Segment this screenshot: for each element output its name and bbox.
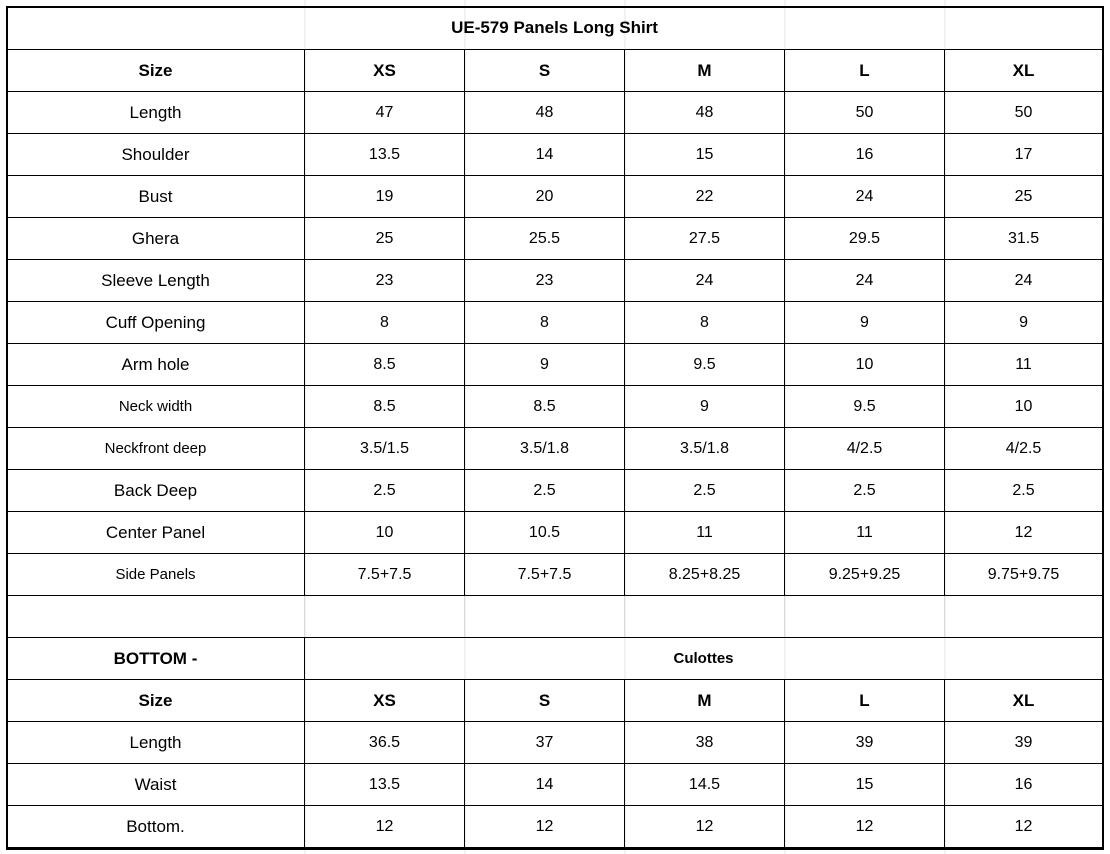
measurement-label: Neck width bbox=[7, 386, 305, 428]
table-row bbox=[7, 722, 1103, 764]
table-row bbox=[7, 344, 1103, 386]
measurement-label: Bottom. bbox=[7, 806, 305, 848]
measurement-value: 7.5+7.5 bbox=[465, 554, 625, 596]
measurement-value: 29.5 bbox=[785, 218, 945, 260]
measurement-value: 14 bbox=[465, 134, 625, 176]
size-header-cell: XS bbox=[305, 50, 465, 92]
bottom-type-label: Culottes bbox=[305, 638, 1103, 680]
measurement-value: 20 bbox=[465, 176, 625, 218]
measurement-label: Length bbox=[7, 92, 305, 134]
measurement-value: 10 bbox=[305, 512, 465, 554]
size-header-cell: M bbox=[625, 680, 785, 722]
measurement-label: Length bbox=[7, 722, 305, 764]
size-header-cell: S bbox=[465, 50, 625, 92]
table-row bbox=[7, 92, 1103, 134]
measurement-value: 24 bbox=[945, 260, 1103, 302]
table-row bbox=[7, 512, 1103, 554]
table-row bbox=[7, 218, 1103, 260]
measurement-value: 25.5 bbox=[465, 218, 625, 260]
empty-cell bbox=[785, 596, 945, 638]
measurement-value: 38 bbox=[625, 722, 785, 764]
measurement-value: 9.5 bbox=[785, 386, 945, 428]
measurement-label: Ghera bbox=[7, 218, 305, 260]
measurement-label: Bust bbox=[7, 176, 305, 218]
measurement-value: 12 bbox=[305, 806, 465, 848]
measurement-value: 39 bbox=[945, 722, 1103, 764]
measurement-value: 9 bbox=[625, 386, 785, 428]
measurement-value: 13.5 bbox=[305, 134, 465, 176]
measurement-value: 12 bbox=[945, 512, 1103, 554]
measurement-value: 3.5/1.8 bbox=[625, 428, 785, 470]
measurement-value: 23 bbox=[305, 260, 465, 302]
table-row bbox=[7, 806, 1103, 848]
measurement-value: 10 bbox=[785, 344, 945, 386]
measurement-value: 9.25+9.25 bbox=[785, 554, 945, 596]
table-row bbox=[7, 260, 1103, 302]
measurement-label: Waist bbox=[7, 764, 305, 806]
table-row bbox=[7, 176, 1103, 218]
measurement-value: 3.5/1.8 bbox=[465, 428, 625, 470]
measurement-value: 10.5 bbox=[465, 512, 625, 554]
measurement-value: 8.5 bbox=[305, 344, 465, 386]
measurement-value: 19 bbox=[305, 176, 465, 218]
chart-title: UE-579 Panels Long Shirt bbox=[7, 7, 1103, 50]
measurement-value: 2.5 bbox=[465, 470, 625, 512]
measurement-value: 9.5 bbox=[625, 344, 785, 386]
measurement-value: 50 bbox=[785, 92, 945, 134]
measurement-value: 2.5 bbox=[625, 470, 785, 512]
measurement-value: 13.5 bbox=[305, 764, 465, 806]
size-header-cell: XL bbox=[945, 50, 1103, 92]
size-header-label: Size bbox=[7, 680, 305, 722]
measurement-value: 31.5 bbox=[945, 218, 1103, 260]
measurement-value: 37 bbox=[465, 722, 625, 764]
measurement-value: 14.5 bbox=[625, 764, 785, 806]
measurement-value: 2.5 bbox=[945, 470, 1103, 512]
size-chart-table bbox=[6, 6, 1103, 848]
table-row bbox=[7, 134, 1103, 176]
measurement-value: 14 bbox=[465, 764, 625, 806]
measurement-value: 27.5 bbox=[625, 218, 785, 260]
measurement-value: 8 bbox=[305, 302, 465, 344]
measurement-value: 2.5 bbox=[785, 470, 945, 512]
bottom-section-label: BOTTOM - bbox=[7, 638, 305, 680]
empty-cell bbox=[465, 596, 625, 638]
table-row bbox=[7, 386, 1103, 428]
measurement-value: 47 bbox=[305, 92, 465, 134]
measurement-value: 7.5+7.5 bbox=[305, 554, 465, 596]
measurement-value: 9 bbox=[945, 302, 1103, 344]
empty-cell bbox=[305, 596, 465, 638]
title-row bbox=[7, 7, 1103, 50]
measurement-label: Cuff Opening bbox=[7, 302, 305, 344]
measurement-value: 39 bbox=[785, 722, 945, 764]
table-row bbox=[7, 428, 1103, 470]
size-header-cell: XS bbox=[305, 680, 465, 722]
measurement-label: Arm hole bbox=[7, 344, 305, 386]
measurement-value: 15 bbox=[785, 764, 945, 806]
measurement-value: 3.5/1.5 bbox=[305, 428, 465, 470]
measurement-value: 11 bbox=[945, 344, 1103, 386]
measurement-value: 15 bbox=[625, 134, 785, 176]
measurement-label: Sleeve Length bbox=[7, 260, 305, 302]
size-header-label: Size bbox=[7, 50, 305, 92]
table-row bbox=[7, 302, 1103, 344]
measurement-value: 22 bbox=[625, 176, 785, 218]
measurement-value: 25 bbox=[305, 218, 465, 260]
empty-cell bbox=[945, 596, 1103, 638]
measurement-value: 50 bbox=[945, 92, 1103, 134]
measurement-value: 8.5 bbox=[305, 386, 465, 428]
measurement-value: 4/2.5 bbox=[785, 428, 945, 470]
measurement-value: 24 bbox=[785, 260, 945, 302]
measurement-value: 24 bbox=[625, 260, 785, 302]
top-size-header-row bbox=[7, 50, 1103, 92]
measurement-label: Neckfront deep bbox=[7, 428, 305, 470]
measurement-value: 36.5 bbox=[305, 722, 465, 764]
measurement-value: 48 bbox=[465, 92, 625, 134]
size-header-cell: L bbox=[785, 50, 945, 92]
size-header-cell: S bbox=[465, 680, 625, 722]
measurement-value: 16 bbox=[785, 134, 945, 176]
size-header-cell: M bbox=[625, 50, 785, 92]
measurement-value: 10 bbox=[945, 386, 1103, 428]
measurement-value: 12 bbox=[785, 806, 945, 848]
measurement-label: Side Panels bbox=[7, 554, 305, 596]
measurement-value: 4/2.5 bbox=[945, 428, 1103, 470]
measurement-value: 12 bbox=[945, 806, 1103, 848]
measurement-value: 9 bbox=[465, 344, 625, 386]
measurement-value: 12 bbox=[625, 806, 785, 848]
empty-cell bbox=[7, 596, 305, 638]
measurement-label: Center Panel bbox=[7, 512, 305, 554]
table-row bbox=[7, 470, 1103, 512]
measurement-label: Shoulder bbox=[7, 134, 305, 176]
size-header-cell: L bbox=[785, 680, 945, 722]
measurement-value: 8 bbox=[625, 302, 785, 344]
measurement-value: 9.75+9.75 bbox=[945, 554, 1103, 596]
spacer-row bbox=[7, 596, 1103, 638]
measurement-value: 8.5 bbox=[465, 386, 625, 428]
table-row bbox=[7, 764, 1103, 806]
measurement-value: 25 bbox=[945, 176, 1103, 218]
measurement-value: 9 bbox=[785, 302, 945, 344]
measurement-value: 17 bbox=[945, 134, 1103, 176]
measurement-label: Back Deep bbox=[7, 470, 305, 512]
bottom-section-row bbox=[7, 638, 1103, 680]
measurement-value: 12 bbox=[465, 806, 625, 848]
measurement-value: 11 bbox=[625, 512, 785, 554]
measurement-value: 11 bbox=[785, 512, 945, 554]
measurement-value: 48 bbox=[625, 92, 785, 134]
bottom-size-header-row bbox=[7, 680, 1103, 722]
table-row bbox=[7, 554, 1103, 596]
measurement-value: 24 bbox=[785, 176, 945, 218]
measurement-value: 8 bbox=[465, 302, 625, 344]
size-header-cell: XL bbox=[945, 680, 1103, 722]
measurement-value: 2.5 bbox=[305, 470, 465, 512]
size-chart-body bbox=[7, 7, 1103, 848]
measurement-value: 8.25+8.25 bbox=[625, 554, 785, 596]
measurement-value: 23 bbox=[465, 260, 625, 302]
empty-cell bbox=[625, 596, 785, 638]
measurement-value: 16 bbox=[945, 764, 1103, 806]
